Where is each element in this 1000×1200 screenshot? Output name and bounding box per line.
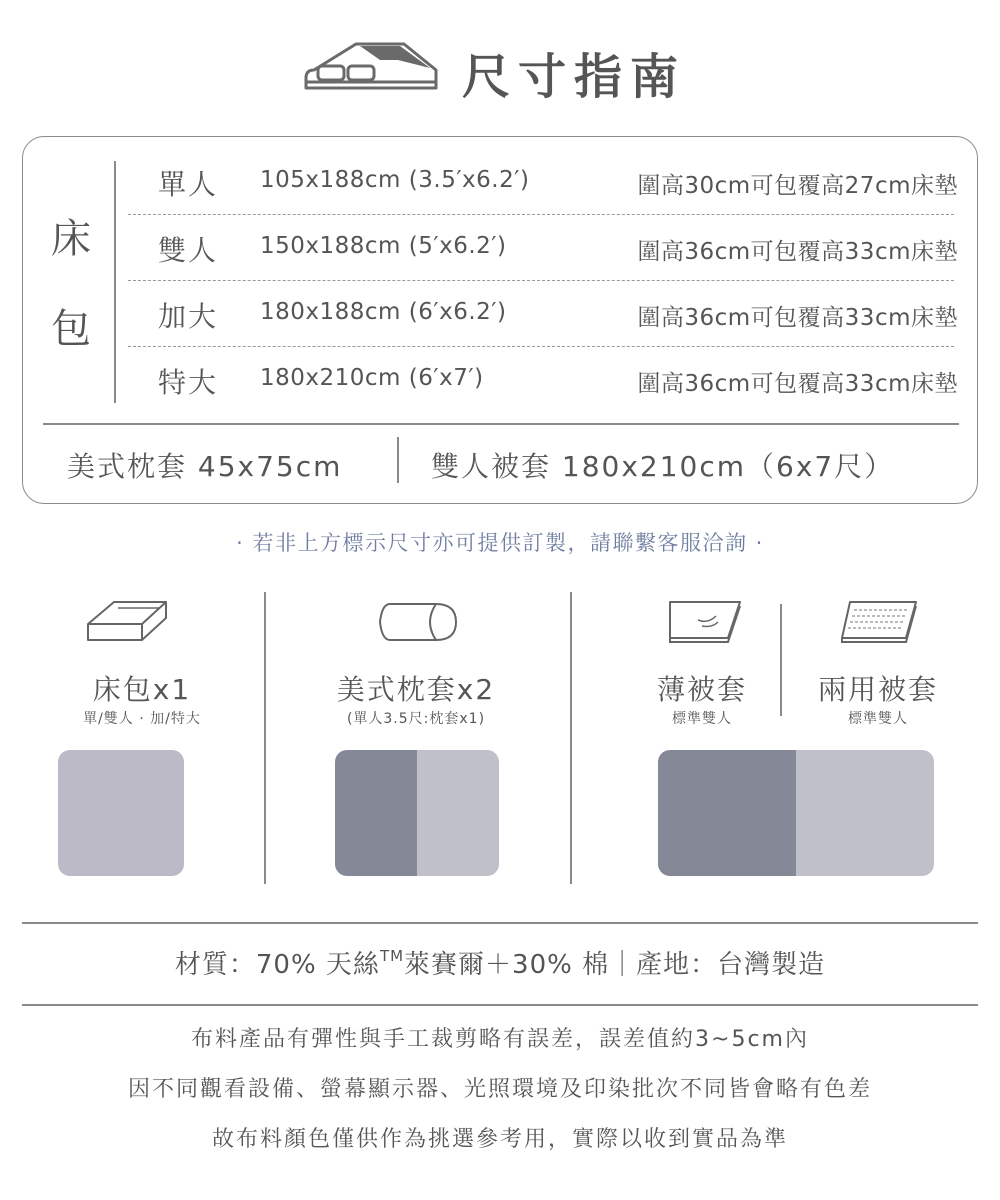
swatch-quilts <box>658 750 934 876</box>
size-cover-height: 圍高36cm可包覆高33cm床墊 <box>637 305 958 331</box>
swatch-color <box>417 750 499 876</box>
swatch-color <box>658 750 796 876</box>
product-dual-quilt <box>790 596 966 746</box>
material-rule-top <box>22 922 978 924</box>
size-cover-height: 圍高36cm可包覆高33cm床墊 <box>637 371 958 397</box>
material-info <box>0 944 1000 981</box>
card-divider <box>43 423 959 425</box>
size-row-queen <box>128 281 958 345</box>
product-sub: 標準雙人 <box>848 711 908 727</box>
material-suffix: 萊賽爾＋30% 棉｜產地：台灣製造 <box>404 950 826 980</box>
product-sub: 單/雙人 · 加/特大 <box>83 711 201 727</box>
disclaimer-notes <box>0 1022 1000 1172</box>
size-name: 雙人 <box>158 234 219 267</box>
product-name: 薄被套 <box>656 673 747 706</box>
product-name: 床包x1 <box>92 673 192 706</box>
product-bed-sheet <box>22 596 262 746</box>
size-name: 單人 <box>158 168 219 201</box>
quilt-divider <box>780 604 782 716</box>
duvet-size: 雙人被套 180x210cm（6x7尺） <box>431 450 895 483</box>
note-line: 因不同觀看設備、螢幕顯示器、光照環境及印染批次不同皆會略有色差 <box>127 1077 872 1102</box>
product-name: 美式枕套x2 <box>336 673 496 706</box>
product-divider <box>264 592 266 884</box>
size-name: 加大 <box>158 300 219 333</box>
dual-quilt-icon <box>836 596 920 646</box>
material-prefix: 材質：70% 天絲 <box>174 950 380 980</box>
note-line: 布料產品有彈性與手工裁剪略有誤差，誤差值約3~5cm內 <box>191 1027 809 1052</box>
bottom-separator <box>397 437 399 483</box>
product-sub: 標準雙人 <box>672 711 732 727</box>
bed-sheet-divider <box>114 161 116 403</box>
pillow-icon <box>374 596 460 646</box>
bed-sheet-label-2: 包 <box>51 306 91 352</box>
size-cover-height: 圍高36cm可包覆高33cm床墊 <box>637 239 958 265</box>
bed-sheet-label-1: 床 <box>51 216 91 262</box>
size-row-king <box>128 347 958 411</box>
swatch-color <box>335 750 417 876</box>
size-dimensions: 105x188cm (3.5′x6.2′) <box>260 167 530 193</box>
size-dimensions: 150x188cm (5′x6.2′) <box>260 233 507 259</box>
note-line: 故布料顏色僅供作為挑選參考用，實際以收到實品為準 <box>211 1127 788 1152</box>
page-title: 尺寸指南 <box>462 49 687 105</box>
product-sub: (單人3.5尺:枕套x1) <box>346 711 486 727</box>
bed-icon <box>300 36 442 96</box>
mattress-icon <box>82 596 172 646</box>
thin-quilt-icon <box>662 596 746 646</box>
size-name: 特大 <box>158 366 219 399</box>
custom-order-note: · 若非上方標示尺寸亦可提供訂製，請聯繫客服洽詢 · <box>236 531 764 555</box>
product-pillowcase <box>296 596 536 746</box>
pillowcase-size: 美式枕套 45x75cm <box>67 450 343 483</box>
product-thin-quilt <box>604 596 800 746</box>
swatch-pillowcase <box>335 750 499 876</box>
swatch-bed-sheet <box>58 750 184 876</box>
size-cover-height: 圍高30cm可包覆高27cm床墊 <box>637 173 958 199</box>
size-table-card <box>22 136 978 504</box>
swatch-color <box>796 750 934 876</box>
size-row-double <box>128 215 958 279</box>
product-name: 兩用被套 <box>817 673 938 706</box>
size-row-single <box>128 149 958 213</box>
size-dimensions: 180x188cm (6′x6.2′) <box>260 299 507 325</box>
material-rule-bottom <box>22 1004 978 1006</box>
trademark-mark: TM <box>379 947 405 965</box>
size-dimensions: 180x210cm (6′x7′) <box>260 365 484 391</box>
page-header <box>0 30 1000 110</box>
product-divider <box>570 592 572 884</box>
swatch-color <box>58 750 184 876</box>
